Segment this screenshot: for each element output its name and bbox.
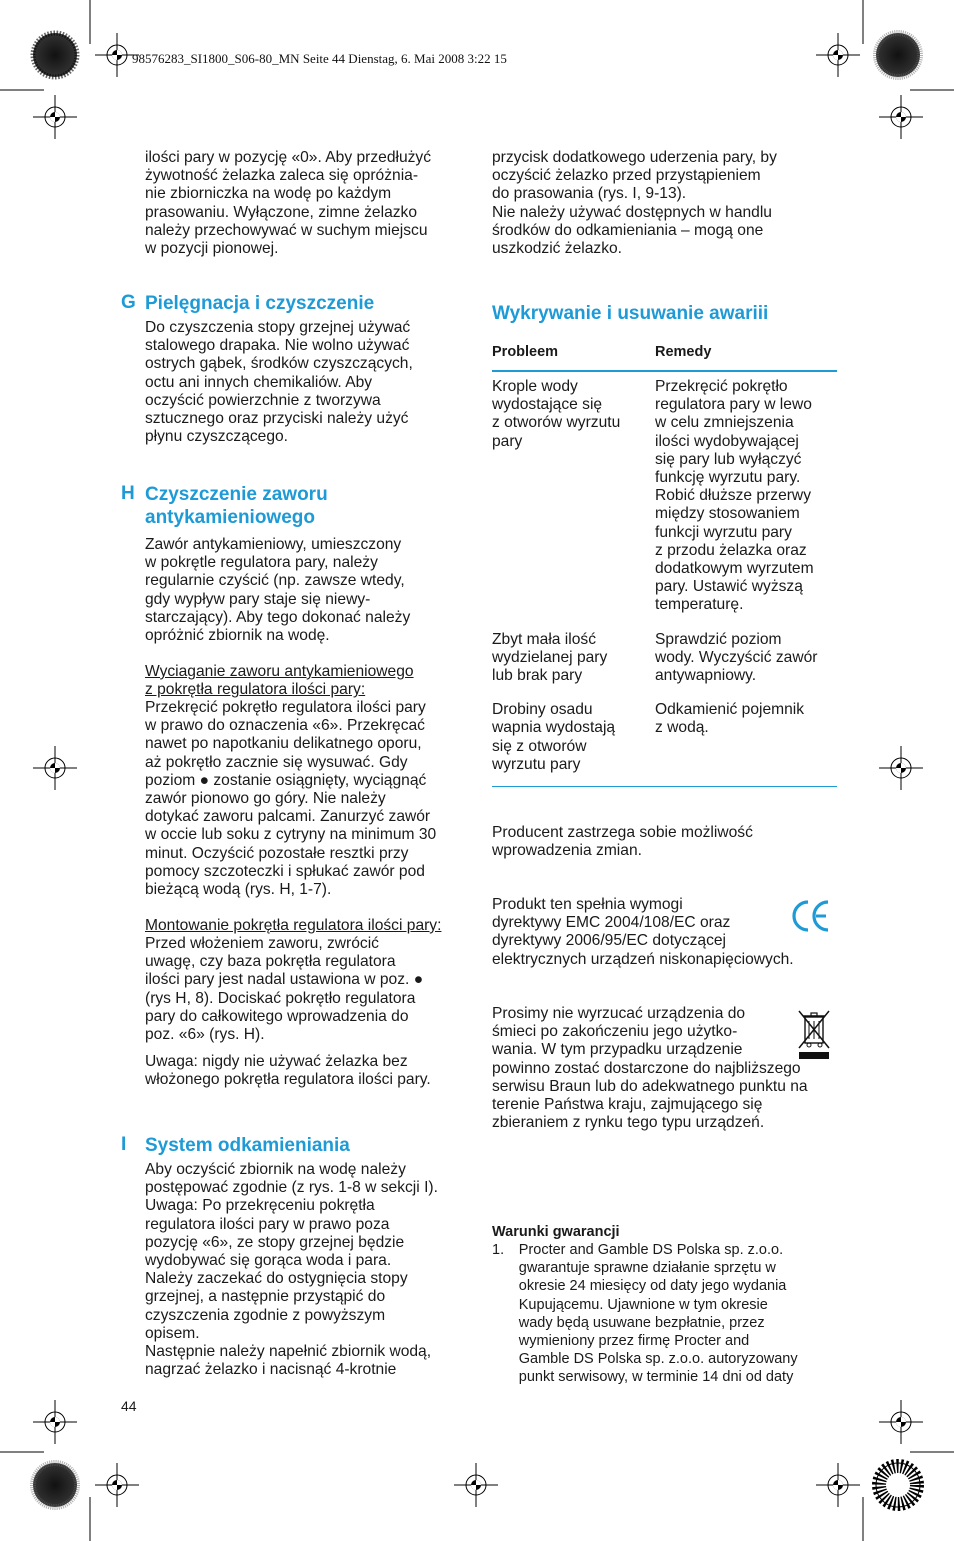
ce-compliance-text: Produkt ten spełnia wymogi dyrektywy EMC 2004/108/EC oraz dyrektywy 2006/95/EC dotyczącej elektrycznych urządzeń niskonapięciowych. bbox=[492, 896, 794, 968]
header-problem: Probleem bbox=[492, 344, 559, 360]
mount-body: Przed włożeniem zaworu, zwrócić uwagę, czy baza pokrętła regulatora ilości pary jest nadal ustawiona w poz. ● (rys H, 8). Dociskać pokrętło regulatora pary do całkowitego wprowadzenia do poz. «6» (rys. H). bbox=[145, 935, 424, 1044]
table-bottom-rule bbox=[492, 786, 837, 787]
warranty-item-text: Procter and Gamble DS Polska sp. z.o.o. gwarantuje sprawne działanie sprzętu w okresie 24 miesięcy od daty jego wydania Kupującemu. Ujawnione w tym okresie wady będą usuwane bezpłatnie, przez wymieniony przez firmę Procter and Gamble DS Polska sp. z.o.o. autoryzowany punkt serwisowy, w terminie 14 dni od daty bbox=[518, 1242, 798, 1386]
mount-heading: Montowanie pokrętła regulatora ilości pary: bbox=[145, 917, 442, 934]
print-slug: 98576283_SI1800_S06-80_MN Seite 44 Dienstag, 6. Mai 2008 3:22 15 bbox=[132, 51, 507, 66]
section-h-letter: H bbox=[121, 483, 135, 504]
intro-paragraph: ilości pary w pozycję «0». Aby przedłużyć żywotność żelazka zaleca się opróżnia- nie zbiorniczka na wodę po każdym prasowaniu. Wyłączone, zimne żelazko należy przechowywać w suchym miejscu w pozycji pionowej. bbox=[145, 149, 432, 258]
section-i-letter: I bbox=[121, 1134, 127, 1155]
remedy-cell: Sprawdzić poziom wody. Wyczyścić zawór antywapniowy. bbox=[655, 630, 818, 685]
section-h-title: Czyszczenie zaworu antykamieniowego bbox=[145, 484, 328, 528]
warranty-item-number: 1. bbox=[492, 1242, 505, 1258]
warranty-item bbox=[492, 1241, 834, 1387]
problem-cell: Zbyt mała ilość wydzielanej pary lub brak pary bbox=[492, 630, 608, 685]
weee-bin-icon bbox=[796, 1008, 832, 1060]
problem-cell: Krople wody wydostające się z otworów wyrzutu pary bbox=[492, 378, 621, 450]
changes-notice: Producent zastrzega sobie możliwość wprowadzenia zmian. bbox=[492, 824, 753, 860]
troubleshooting-table bbox=[492, 343, 837, 774]
section-g-body: Do czyszczenia stopy grzejnej używać stalowego drapaka. Nie wolno używać ostrych gąbek, środków czyszczących, octu ani innych chemikaliów. Aby oczyścić powierzchnie z tworzywa sztucznego oraz przyciski należy użyć płynu czyszczącego. bbox=[145, 319, 413, 446]
table-header-row bbox=[492, 343, 837, 372]
removal-body: Przekręcić pokrętło regulatora ilości pary w prawo do oznaczenia «6». Przekręcać nawet po napotkaniu delikatnego oporu, aż pokrętło zacznie się wysuwać. Gdy poziom ● zostanie osiągnięty, wyciągnąć zawór pionowo go góry. Nie należy dotykać zaworu palcami. Zanurzyć zawór w occie lub soku z cytryny na minimum 30 minut. Oczyścić pozostałe resztki przy pomocy szczoteczki i spłukać zawór pod bieżącą wodą (rys. H, 1-7). bbox=[145, 699, 437, 899]
remedy-cell: Przekręcić pokrętło regulatora pary w lewo w celu zmniejszenia ilości wydobywającej się pary lub wyłączyć funkcję wyrzutu pary. Robić dłuższe przerwy między stosowaniem funkcji wyrzutu pary z przodu żelazka oraz dodatkowym wyrzutem pary. Ustawić wyższą temperaturę. bbox=[655, 378, 814, 614]
section-i-body: Aby oczyścić zbiornik na wodę należy postępować zgodnie (z rys. 1-8 w sekcji I). Uwaga: Po przekręceniu pokrętła regulatora ilości pary w prawo poza pozycję «6», ze stopy grzejnej będzie wydobywać się gorąca woda i para. Należy zaczekać do ostygnięcia stopy grzejnej, a następnie przystąpić do czyszczenia zgodnie z powyższym opisem. Następnie należy napełnić zbiornik wodą, nagrzać żelazko i nacisnąć 4-krotnie bbox=[145, 1161, 438, 1379]
troubleshooting-title: Wykrywanie i usuwanie awariii bbox=[492, 303, 769, 324]
right-intro-paragraph: przycisk dodatkowego uderzenia pary, by oczyścić żelazko przed przystąpieniem do prasowania (rys. I, 9-13). Nie należy używać dostępnych w handlu środków do odkamieniania – mogą one uszkodzić żelazko. bbox=[492, 149, 777, 258]
section-g-letter: G bbox=[121, 292, 136, 313]
problem-cell: Drobiny osadu wapnia wydostają się z otworów wyrzutu pary bbox=[492, 701, 616, 773]
section-g-title: Pielęgnacja i czyszczenie bbox=[145, 293, 375, 314]
remedy-cell: Odkamienić pojemnik z wodą. bbox=[655, 701, 805, 737]
section-i-title: System odkamieniania bbox=[145, 1135, 350, 1156]
disposal-text: Prosimy nie wyrzucać urządzenia do śmieci po zakończeniu jego użytko- wania. W tym przypadku urządzenie powinno zostać dostarczone do najbliższego serwisu Braun lub do adekwatnego punktu na terenie Państwa kraju, zajmującego się zbieraniem z rynku tego typu urządzeń. bbox=[492, 1005, 808, 1132]
removal-heading: Wyciaganie zaworu antykamieniowego z pokrętła regulatora ilości pary: bbox=[145, 663, 414, 699]
table-row bbox=[492, 701, 837, 774]
page-number: 44 bbox=[121, 1398, 137, 1414]
table-row bbox=[492, 378, 837, 615]
section-h-body: Zawór antykamieniowy, umieszczony w pokrętle regulatora pary, należy regularnie czyścić (np. zawsze wtedy, gdy wypływ pary staje się niewy- starczający). Aby tego dokonać należy opróżnić zbiornik na wodę. bbox=[145, 536, 411, 645]
warning-note: Uwaga: nigdy nie używać żelazka bez włożonego pokrętła regulatora ilości pary. bbox=[145, 1053, 431, 1089]
ce-mark-icon bbox=[791, 898, 831, 934]
table-row bbox=[492, 631, 837, 686]
warranty-heading: Warunki gwarancji bbox=[492, 1224, 620, 1240]
header-remedy: Remedy bbox=[655, 344, 712, 360]
